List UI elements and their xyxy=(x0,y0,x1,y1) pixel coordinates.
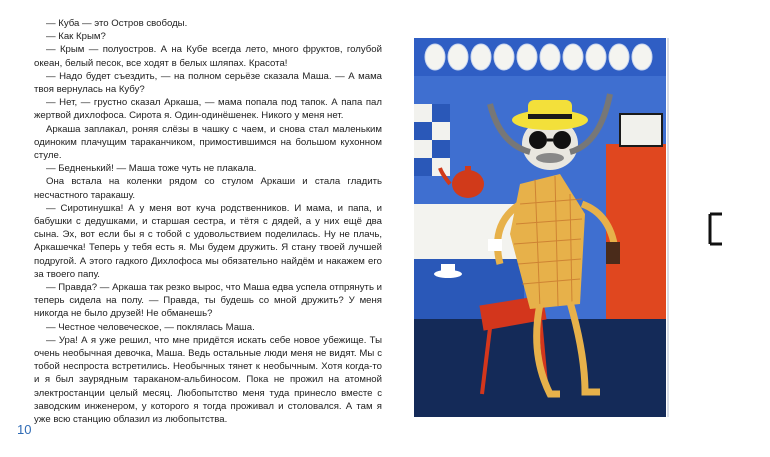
paragraph: Аркаша заплакал, роняя слёзы в чашку с чаем, и снова стал маленьким одиноким плачущим тараканчиком, примостившимся на большом кухонном стуле. xyxy=(34,123,382,162)
paragraph: — Крым — полуостров. А на Кубе всегда лето, много фруктов, голубой океан, белый песок, все ходят в белых шляпах. Красота! xyxy=(34,44,382,69)
paragraph: Она встала на коленки рядом со стулом Аркаши и стала гладить несчастного таракашу. xyxy=(34,176,382,201)
illustration-drawing xyxy=(410,34,755,421)
paragraph: — Ура! А я уже решил, что мне придётся искать себе новое убежище. Ты очень необычная девочка, Маша. Ведь остальные люди меня не видят. Мы с тобой неспроста встретились. Необычных тянет к необычным. Хотя когда-то и я был заурядным тараканом-альбиносом. Пока не прожил на атомной электростанции целый месяц. Любопытство меня туда принесло вместе с заводским инженером, у которого я тогда проживал и столовался. А там я уже всю станцию облазил из любопытства. xyxy=(34,334,382,426)
paragraph: — Нет, — грустно сказал Аркаша, — мама попала под тапок. А папа пал жертвой дихлофоса. Сирота я. Один-одинёшенек. Никого у меня нет. xyxy=(34,97,382,122)
paragraph: — Бедненький! — Маша тоже чуть не плакала. xyxy=(46,163,257,175)
checkered-tiles xyxy=(414,104,450,176)
paragraph: — Честное человеческое, — поклялась Маша. xyxy=(46,321,255,333)
story-text xyxy=(34,17,382,426)
paragraph: — Правда? — Аркаша так резко вырос, что Маша едва успела отпрянуть и теперь сидела на полу. — Правда, ты будешь со мной дружить? У меня никогда не было друзей! Не обманешь? xyxy=(34,282,382,320)
paragraph: — Как Крым? xyxy=(46,31,106,43)
page-number: 10 xyxy=(17,422,32,437)
red-fridge xyxy=(606,144,666,319)
wall-picture xyxy=(620,114,662,146)
illustration-kitchen-cockroach xyxy=(410,34,755,421)
paragraph: — Надо будет съездить, — на полном серьёзе сказала Маша. — А мама твоя вернулась на Кубу? xyxy=(34,70,382,96)
paragraph: — Сиротинушка! А у меня вот куча родственников. И мама, и папа, и бабушки с дедушками, и старшая сестра, и тётя с дядей, а у них ещё два сына. Эх, вот если бы я с тобой с удовольствием поделилась. Ну не плачь, Аркашечка! Теперь у тебя есть я. Мы будем дружить. Я стану твоей лучшей подругой. А этого гадкого Дихлофоса мы обязательно найдём и накажем его за твоего папу. xyxy=(34,202,382,280)
paragraph: — Куба — это Остров свободы. xyxy=(46,18,188,29)
